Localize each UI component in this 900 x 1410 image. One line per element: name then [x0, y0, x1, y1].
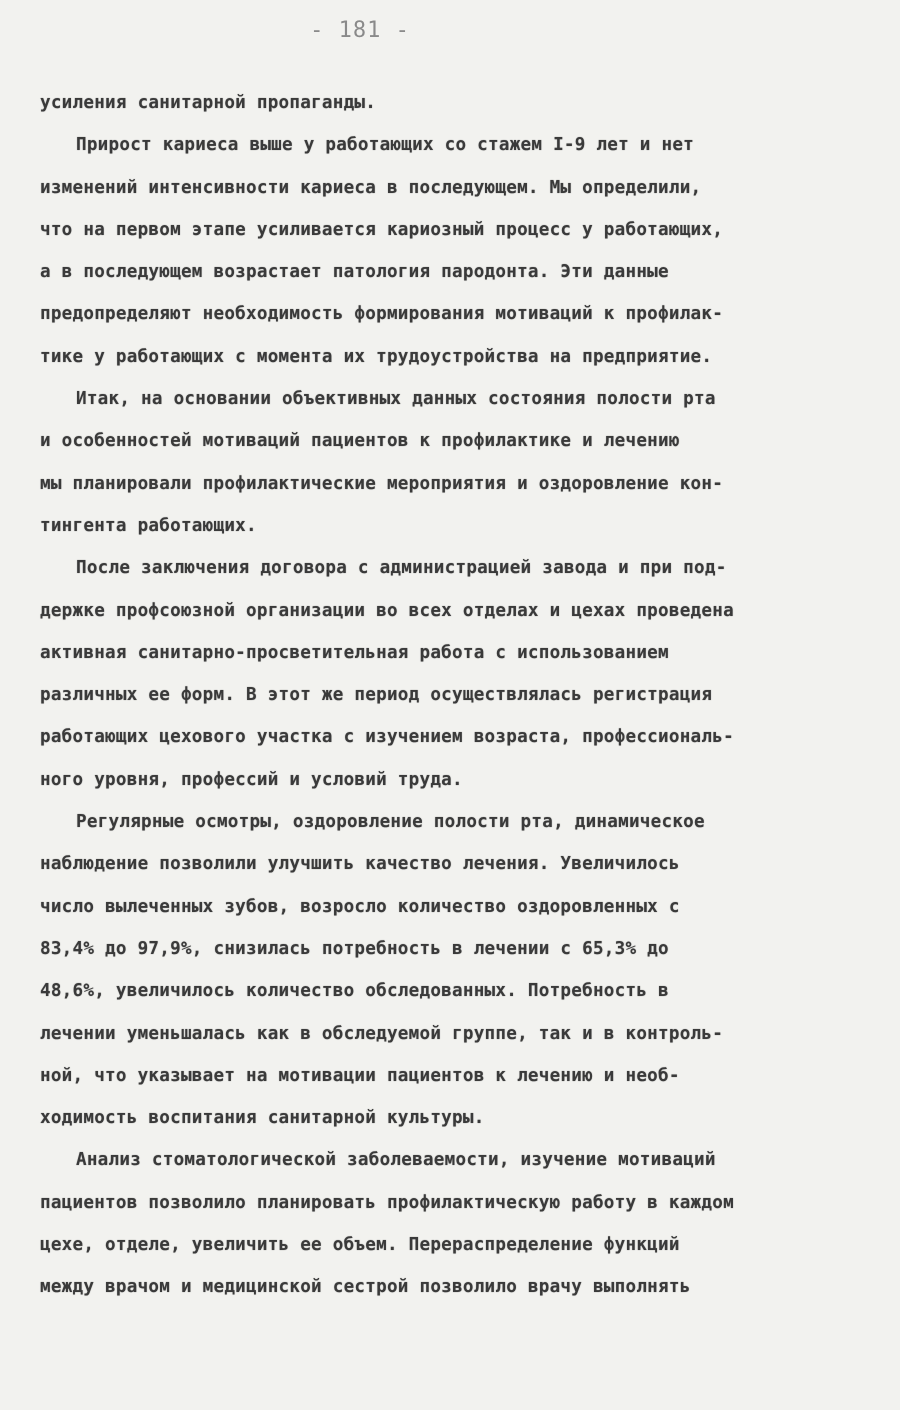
text-line: Анализ стоматологической заболеваемости, изучение мотиваций [76, 1150, 716, 1171]
text-line: ной, что указывает на мотивации пациентов к лечению и необ- [40, 1065, 680, 1086]
text-line: ного уровня, профессий и условий труда. [40, 769, 463, 790]
text-line: мы планировали профилактические мероприятия и оздоровление кон- [40, 473, 724, 494]
text-line: различных ее форм. В этот же период осуществлялась регистрация [40, 685, 713, 706]
text-line: тингента работающих. [40, 515, 257, 536]
text-line: усиления санитарной пропаганды. [40, 93, 377, 113]
text-line: между врачом и медицинской сестрой позволило врачу выполнять [40, 1277, 691, 1298]
page-number: - 181 - [310, 18, 410, 43]
text-line: лечении уменьшалась как в обследуемой группе, так и в контроль- [40, 1023, 724, 1044]
text-line: После заключения договора с администрацией завода и при под- [76, 558, 727, 579]
text-line: 48,6%, увеличилось количество обследованных. Потребность в [40, 981, 669, 1002]
text-line: работающих цехового участка с изучением возраста, профессиональ- [40, 727, 734, 748]
text-line: а в последующем возрастает патология пародонта. Эти данные [40, 262, 669, 283]
text-line: пациентов позволило планировать профилактическую работу в каждом [40, 1192, 734, 1213]
text-line: наблюдение позволили улучшить качество лечения. Увеличилось [40, 854, 680, 875]
text-line: цехе, отделе, увеличить ее объем. Перераспределение функций [40, 1235, 680, 1256]
text-line: и особенностей мотиваций пациентов к профилактике и лечению [40, 431, 680, 452]
text-line: держке профсоюзной организации во всех отделах и цехах проведена [40, 600, 734, 621]
text-line: Итак, на основании объективных данных состояния полости рта [76, 389, 716, 410]
text-line: 83,4% до 97,9%, снизилась потребность в лечении с 65,3% до [40, 938, 669, 959]
text-line: предопределяют необходимость формирования мотиваций к профилак- [40, 304, 724, 325]
text-line: активная санитарно-просветительная работа с использованием [40, 642, 669, 663]
text-line: тике у работающих с момента их трудоустройства на предприятие. [40, 346, 713, 367]
text-line: Прирост кариеса выше у работающих со стажем I-9 лет и нет [76, 135, 695, 156]
text-line: что на первом этапе усиливается кариозный процесс у работающих, [40, 219, 724, 240]
text-line: Регулярные осмотры, оздоровление полости рта, динамическое [76, 812, 705, 833]
text-line: изменений интенсивности кариеса в последующем. Мы определили, [40, 177, 702, 198]
text-line: ходимость воспитания санитарной культуры. [40, 1108, 485, 1129]
text-line: число вылеченных зубов, возросло количество оздоровленных с [40, 896, 680, 917]
body-text [40, 82, 870, 1309]
